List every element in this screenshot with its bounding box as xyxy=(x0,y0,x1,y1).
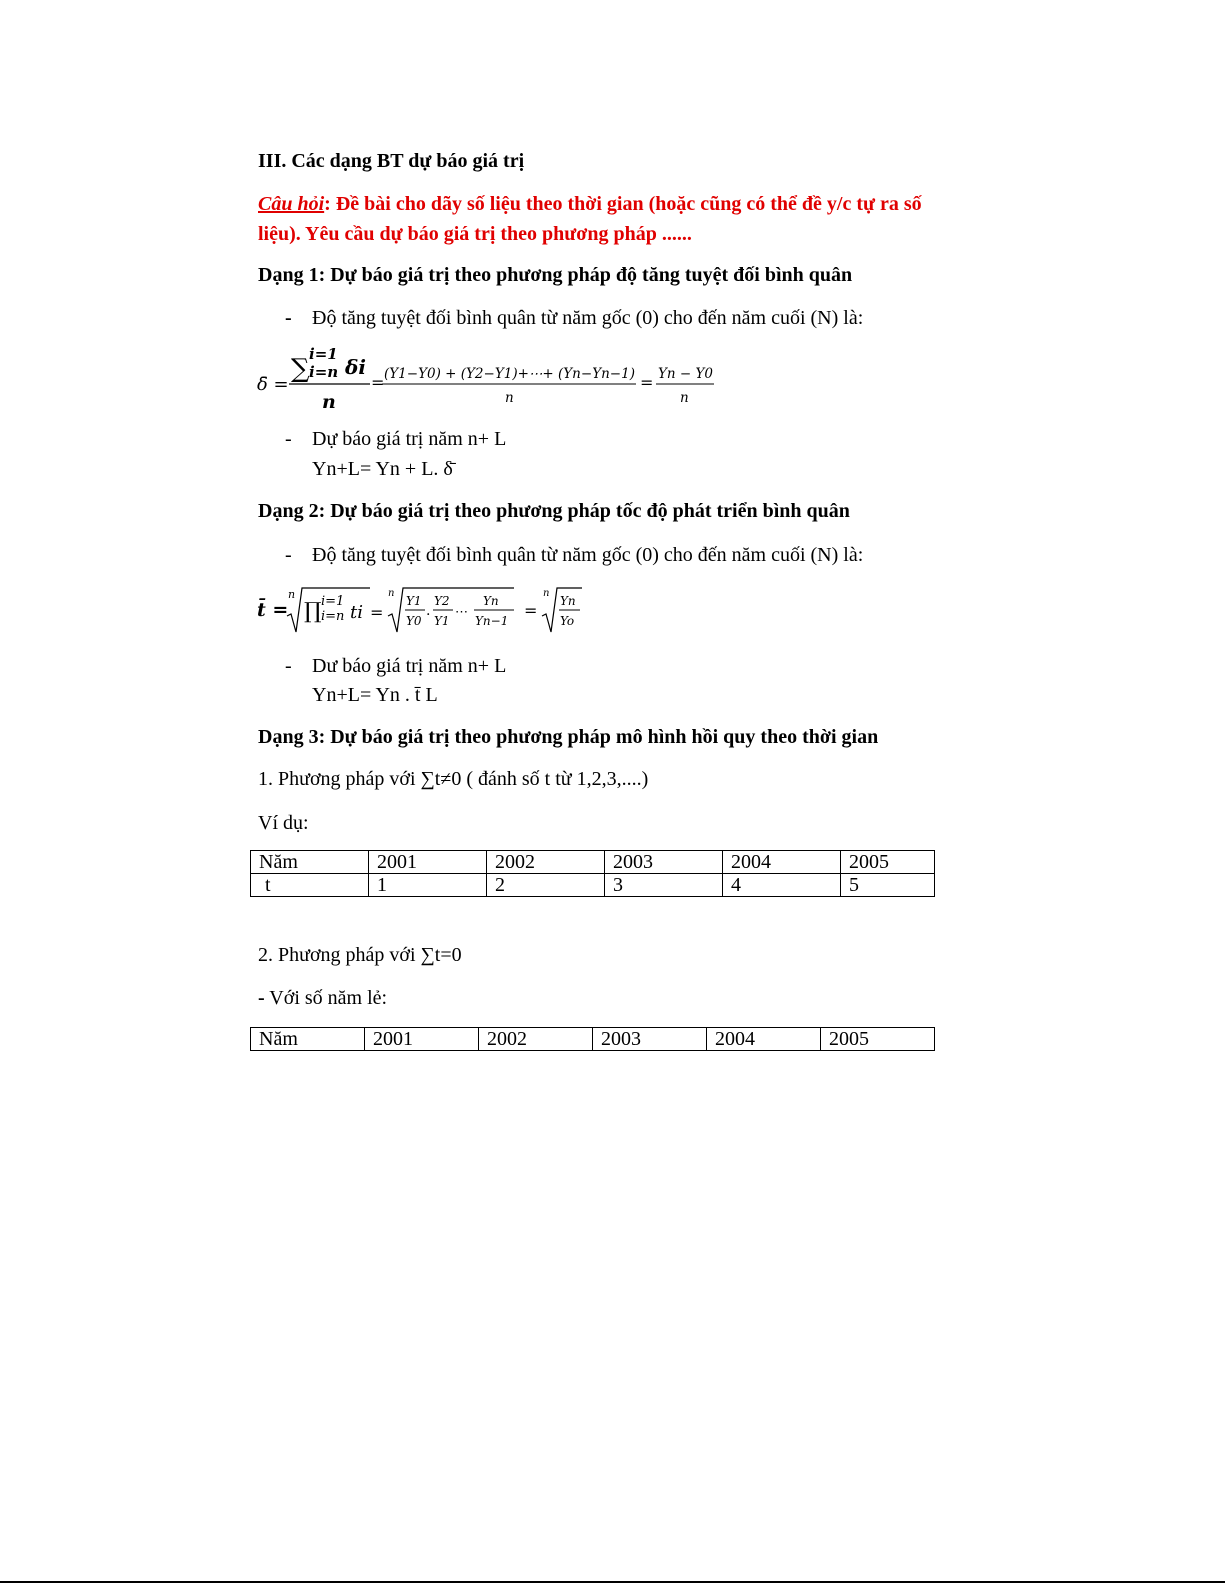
sum-term: δi xyxy=(345,355,366,379)
prod-lower-limit: i=n xyxy=(321,609,345,624)
table-t-zero xyxy=(250,1027,935,1051)
dang2-forecast-text: Dư báo giá trị năm n+ L xyxy=(312,655,507,677)
dang1-forecast-mark: - xyxy=(285,428,292,450)
table-cell: 2 xyxy=(487,874,605,897)
table-row-year xyxy=(251,1028,935,1051)
table-cell: 2002 xyxy=(487,851,605,874)
dang2-title: Dạng 2: Dự báo giá trị theo phương pháp tốc độ phát triển bình quân xyxy=(258,500,850,522)
table-cell: 2003 xyxy=(605,851,723,874)
odd-years-mark: - xyxy=(258,987,265,1009)
table-cell: Năm xyxy=(251,1028,365,1051)
t-bar-lhs: t̄ = xyxy=(257,599,289,621)
table-cell: 2005 xyxy=(841,851,935,874)
eq2-sign-2: = xyxy=(370,603,384,622)
f1-numerator: Y1 xyxy=(406,594,422,608)
root1-index: n xyxy=(288,588,296,601)
dang3-title: Dạng 3: Dự báo giá trị theo phương pháp mô hình hồi quy theo thời gian xyxy=(258,726,879,748)
dang1-title: Dạng 1: Dự báo giá trị theo phương pháp độ tăng tuyệt đối bình quân xyxy=(258,264,853,286)
odd-years-text: Với số năm lẻ: xyxy=(264,987,388,1009)
f4-denominator: Yo xyxy=(560,614,575,628)
table-cell: 2004 xyxy=(723,851,841,874)
table-cell: t xyxy=(251,874,369,897)
dang2-bullet-text: Độ tăng tuyệt đối bình quân từ năm gốc (0) cho đến năm cuối (N) là: xyxy=(312,544,864,566)
table-cell: 2002 xyxy=(479,1028,593,1051)
dang1-bullet-text: Độ tăng tuyệt đối bình quân từ năm gốc (0) cho đến năm cuối (N) là: xyxy=(312,307,864,329)
table-cell: 2005 xyxy=(821,1028,935,1051)
root3-index: n xyxy=(543,588,550,599)
middle-denominator: n xyxy=(505,390,514,406)
dang2-formula xyxy=(250,580,610,640)
table-cell: 1 xyxy=(369,874,487,897)
dots: ⋯ xyxy=(455,605,468,620)
eq-sign-2: = xyxy=(371,373,385,392)
question-text-1: : Đề bài cho dãy số liệu theo thời gian (hoặc cũng có thể đề y/c tự ra số xyxy=(324,193,922,215)
table-cell: 2004 xyxy=(707,1028,821,1051)
f2-numerator: Y2 xyxy=(434,594,450,608)
frac1-denominator: n xyxy=(322,391,336,413)
table-cell: 2001 xyxy=(365,1028,479,1051)
question-label: Câu hỏi xyxy=(258,193,325,215)
f3-numerator: Yn xyxy=(483,594,499,608)
f1-denominator: Y0 xyxy=(406,614,422,628)
table-cell: Năm xyxy=(251,851,369,874)
f2-denominator: Y1 xyxy=(434,614,450,628)
table-cell: 3 xyxy=(605,874,723,897)
dang2-bullet-mark: - xyxy=(285,544,292,566)
dang1-forecast-formula: Yn+L= Yn + L. δ̄ xyxy=(312,458,453,480)
example-label: Ví dụ: xyxy=(258,812,309,834)
table-cell: 4 xyxy=(723,874,841,897)
dang2-forecast-mark: - xyxy=(285,655,292,677)
table-cell: 2001 xyxy=(369,851,487,874)
right-numerator: Yn − Y0 xyxy=(658,366,714,382)
middle-numerator: (Y1−Y0) + (Y2−Y1)+⋯+ (Yn−Yn−1) xyxy=(384,366,635,382)
prod-upper-limit: i=1 xyxy=(321,594,345,609)
sum-upper-limit: i=1 xyxy=(309,345,338,363)
method2-text: 2. Phương pháp với ∑t=0 xyxy=(258,944,462,966)
table-cell: 5 xyxy=(841,874,935,897)
table-cell: 2003 xyxy=(593,1028,707,1051)
dang1-forecast-text: Dự báo giá trị năm n+ L xyxy=(312,428,507,450)
table-row-year xyxy=(251,851,935,874)
odd-years-line xyxy=(258,987,387,1010)
eq-sign-3: = xyxy=(640,373,654,392)
mul-dot: . xyxy=(426,603,431,619)
table-row-t xyxy=(251,874,935,897)
sum-lower-limit: i=n xyxy=(309,363,339,381)
question-line-2: liệu). Yêu cầu dự báo giá trị theo phương pháp ...... xyxy=(258,223,692,245)
table-t-nonzero xyxy=(250,850,935,897)
f4-numerator: Yn xyxy=(560,594,576,608)
dang1-bullet-mark: - xyxy=(285,307,292,329)
eq2-sign-3: = xyxy=(524,601,538,620)
prod-term: ti xyxy=(350,602,363,623)
method1-text: 1. Phương pháp với ∑t≠0 ( đánh số t từ 1,2,3,....) xyxy=(258,768,649,790)
right-denominator: n xyxy=(680,390,689,406)
sum-symbol: ∑ xyxy=(291,354,310,384)
prod-symbol: ∏ xyxy=(304,599,322,624)
dang2-forecast-formula: Yn+L= Yn . t̄ L xyxy=(312,684,438,706)
section-title: III. Các dạng BT dự báo giá trị xyxy=(258,150,525,172)
page-bottom-rule xyxy=(0,1581,1225,1583)
root2-index: n xyxy=(388,588,395,599)
dang1-formula xyxy=(250,340,730,415)
delta-bar-lhs: δ̄ = xyxy=(257,374,289,395)
f3-denominator: Yn−1 xyxy=(475,614,509,628)
question-line-1 xyxy=(258,193,922,216)
